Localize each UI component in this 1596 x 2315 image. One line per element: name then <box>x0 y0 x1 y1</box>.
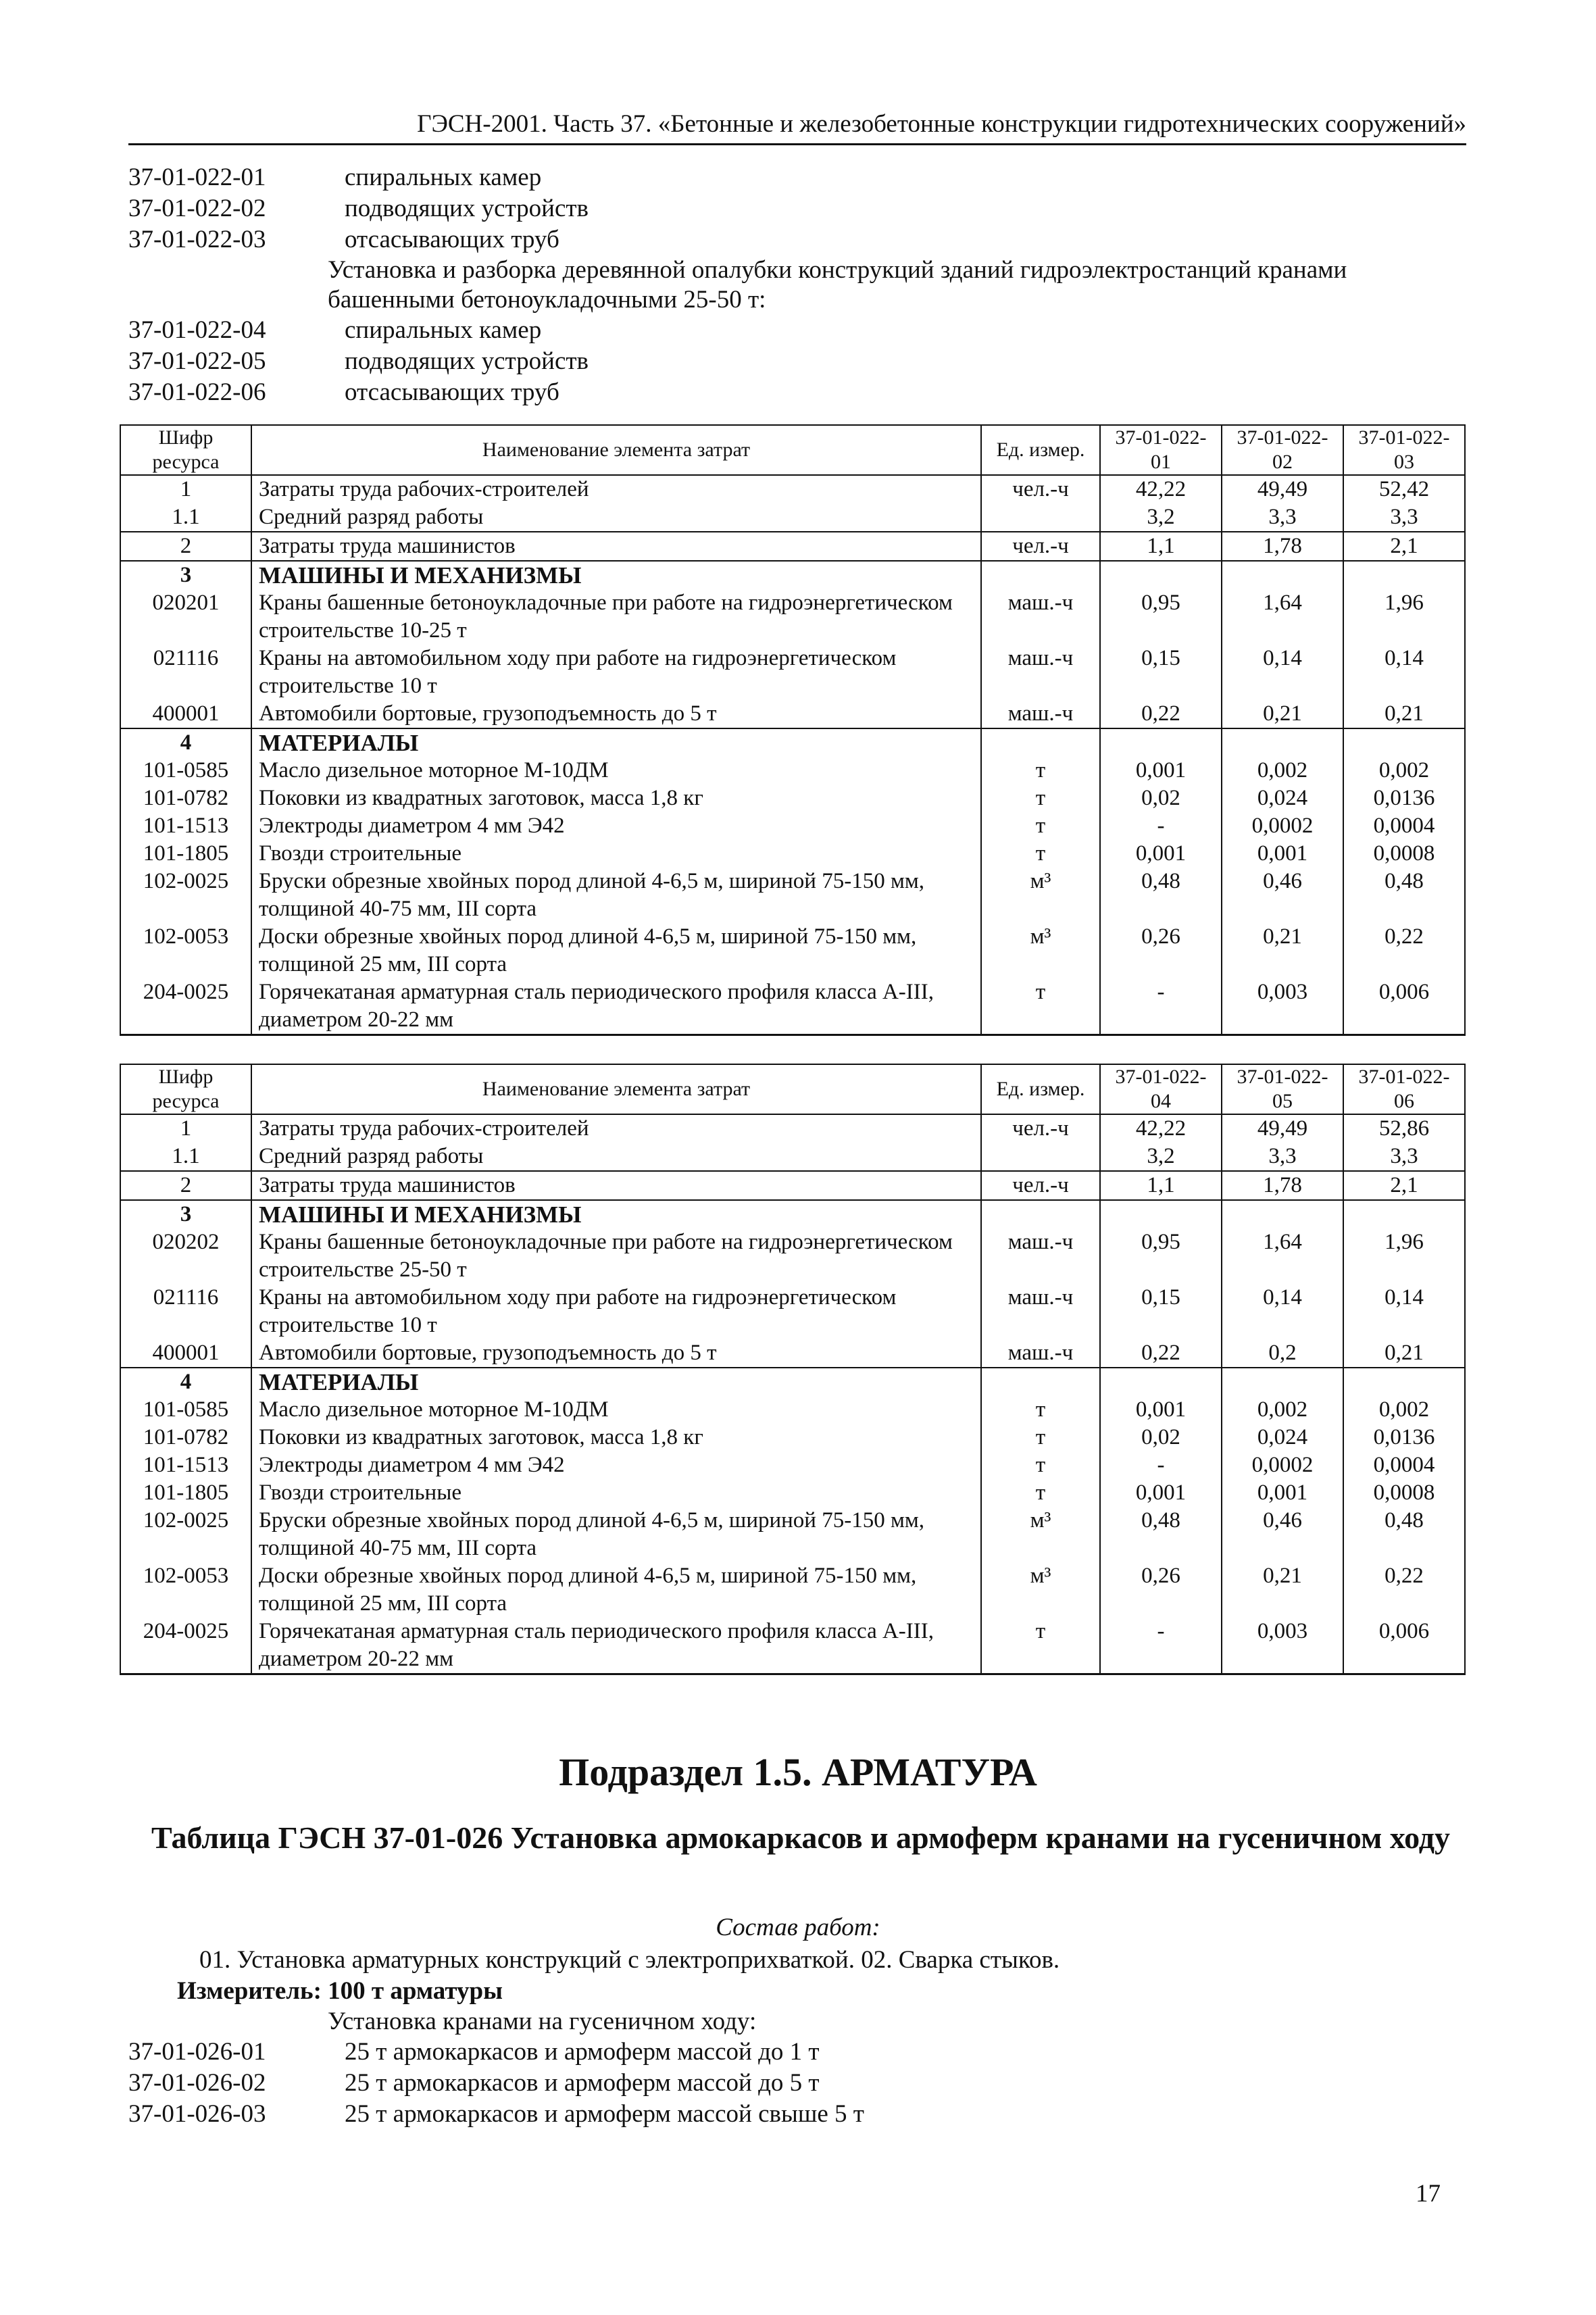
value-cell: 52,42 <box>1343 475 1465 503</box>
norm-text: 25 т армокаркасов и армоферм массой свыше 5 т <box>345 2100 864 2128</box>
value-cell: 0,02 <box>1100 1424 1222 1451</box>
code-line <box>128 346 1473 377</box>
value-cell: 0,0136 <box>1343 785 1465 812</box>
resource-table-2 <box>120 1064 1466 1675</box>
resource-name: Автомобили бортовые, грузоподъемность до 5 т <box>251 1339 981 1368</box>
resource-name: Краны башенные бетоноукладочные при работе на гидроэнергетическом строительстве 10-25 т <box>251 589 981 645</box>
resource-name: Гвозди строительные <box>251 1479 981 1507</box>
value-cell: 1,64 <box>1222 589 1343 645</box>
value-cell <box>1222 1200 1343 1228</box>
value-cell: 0,002 <box>1343 1396 1465 1424</box>
norm-code: 37-01-022-04 <box>128 316 266 344</box>
section-row <box>120 561 1465 589</box>
norm-code: 37-01-026-01 <box>128 2038 266 2066</box>
value-cell <box>1100 728 1222 757</box>
norm-text: спиральных камер <box>345 164 542 191</box>
norm-text: спиральных камер <box>345 316 542 344</box>
value-cell: 0,002 <box>1222 757 1343 785</box>
value-cell: 0,48 <box>1343 1507 1465 1562</box>
norm-code: 37-01-026-02 <box>128 2069 266 2097</box>
table-row <box>120 503 1465 532</box>
code-line <box>128 224 1473 255</box>
table-row <box>120 475 1465 503</box>
resource-code: 1 <box>120 1114 251 1143</box>
resource-name: Бруски обрезные хвойных пород длиной 4-6,5 м, шириной 75-150 мм, толщиной 40-75 мм, III сорта <box>251 1507 981 1562</box>
unit-cell: т <box>981 840 1100 868</box>
resource-name: Затраты труда рабочих-строителей <box>251 475 981 503</box>
unit-cell: м³ <box>981 1562 1100 1618</box>
value-cell <box>1222 1368 1343 1396</box>
unit-cell <box>981 1200 1100 1228</box>
value-cell: 0,001 <box>1100 1479 1222 1507</box>
norm-text: отсасывающих труб <box>345 226 559 253</box>
table-row <box>120 1618 1465 1674</box>
value-cell <box>1343 728 1465 757</box>
table-row <box>120 1507 1465 1562</box>
value-cell <box>1100 1368 1222 1396</box>
value-cell: 0,26 <box>1100 1562 1222 1618</box>
norm-code: 37-01-022-02 <box>128 195 266 222</box>
resource-name: Поковки из квадратных заготовок, масса 1,8 кг <box>251 1424 981 1451</box>
resource-code: 020202 <box>120 1228 251 1284</box>
unit-cell: т <box>981 1424 1100 1451</box>
value-cell: 0,003 <box>1222 1618 1343 1674</box>
resource-code: 4 <box>120 728 251 757</box>
section-title: МАТЕРИАЛЫ <box>251 1368 981 1396</box>
value-cell: 0,21 <box>1222 700 1343 728</box>
value-cell: 0,001 <box>1100 1396 1222 1424</box>
resource-code: 102-0025 <box>120 1507 251 1562</box>
value-cell: 0,14 <box>1222 1284 1343 1339</box>
resource-name: Горячекатаная арматурная сталь периодического профиля класса А-III, диаметром 20-22 мм <box>251 1618 981 1674</box>
value-cell: 0,001 <box>1100 757 1222 785</box>
code-line <box>128 193 1473 224</box>
code-line <box>128 2099 1473 2130</box>
header-unit: Ед. измер. <box>981 1064 1100 1114</box>
measure-unit: Измеритель: 100 т арматуры <box>177 1977 503 2005</box>
value-cell: 0,26 <box>1100 923 1222 978</box>
unit-cell <box>981 728 1100 757</box>
value-cell: 0,46 <box>1222 868 1343 923</box>
resource-name: Краны на автомобильном ходу при работе на гидроэнергетическом строительстве 10 т <box>251 1284 981 1339</box>
unit-cell: маш.-ч <box>981 700 1100 728</box>
section-title: МАШИНЫ И МЕХАНИЗМЫ <box>251 561 981 589</box>
value-cell: 0,006 <box>1343 1618 1465 1674</box>
unit-cell: маш.-ч <box>981 589 1100 645</box>
value-cell: 0,15 <box>1100 1284 1222 1339</box>
unit-cell: т <box>981 978 1100 1035</box>
value-cell: 0,22 <box>1100 1339 1222 1368</box>
resource-code: 1.1 <box>120 503 251 532</box>
resource-code: 1.1 <box>120 1143 251 1171</box>
value-cell: 0,0008 <box>1343 1479 1465 1507</box>
header-norm-code: 37-01-022-06 <box>1343 1064 1465 1114</box>
resource-code: 102-0053 <box>120 923 251 978</box>
resource-name: Краны башенные бетоноукладочные при работе на гидроэнергетическом строительстве 25-50 т <box>251 1228 981 1284</box>
value-cell: 0,0002 <box>1222 1451 1343 1479</box>
unit-cell: м³ <box>981 868 1100 923</box>
norm-text: подводящих устройств <box>345 347 589 375</box>
unit-cell: чел.-ч <box>981 1171 1100 1200</box>
value-cell: 0,001 <box>1222 840 1343 868</box>
table-row <box>120 1339 1465 1368</box>
resource-name: Гвозди строительные <box>251 840 981 868</box>
norm-codes-list <box>128 162 1473 408</box>
resource-code: 101-1805 <box>120 840 251 868</box>
unit-cell: чел.-ч <box>981 475 1100 503</box>
resource-code: 400001 <box>120 1339 251 1368</box>
value-cell: 1,78 <box>1222 1171 1343 1200</box>
resource-name: Затраты труда машинистов <box>251 1171 981 1200</box>
section-title: МАТЕРИАЛЫ <box>251 728 981 757</box>
resource-code: 101-0782 <box>120 1424 251 1451</box>
code-line <box>128 315 1473 346</box>
unit-cell <box>981 1143 1100 1171</box>
value-cell: 0,22 <box>1343 1562 1465 1618</box>
unit-cell: т <box>981 1479 1100 1507</box>
value-cell: 49,49 <box>1222 1114 1343 1143</box>
value-cell: - <box>1100 1451 1222 1479</box>
table-row <box>120 1562 1465 1618</box>
value-cell: 0,002 <box>1343 757 1465 785</box>
value-cell: 0,02 <box>1100 785 1222 812</box>
table-row <box>120 1396 1465 1424</box>
value-cell: 1,1 <box>1100 1171 1222 1200</box>
unit-cell: т <box>981 812 1100 840</box>
value-cell: 0,2 <box>1222 1339 1343 1368</box>
section-row <box>120 1368 1465 1396</box>
unit-cell: маш.-ч <box>981 1228 1100 1284</box>
value-cell: 0,15 <box>1100 645 1222 700</box>
unit-cell <box>981 503 1100 532</box>
table-row <box>120 868 1465 923</box>
norm-codes-list-2 <box>128 2007 1473 2130</box>
table-row <box>120 1114 1465 1143</box>
value-cell: 52,86 <box>1343 1114 1465 1143</box>
resource-code: 3 <box>120 1200 251 1228</box>
norm-text: отсасывающих труб <box>345 378 559 406</box>
resource-code: 204-0025 <box>120 978 251 1035</box>
value-cell: 0,001 <box>1100 840 1222 868</box>
value-cell: 0,002 <box>1222 1396 1343 1424</box>
unit-cell: т <box>981 1618 1100 1674</box>
value-cell: - <box>1100 812 1222 840</box>
header-norm-code: 37-01-022-04 <box>1100 1064 1222 1114</box>
value-cell <box>1100 561 1222 589</box>
table-row <box>120 1424 1465 1451</box>
resource-name: Бруски обрезные хвойных пород длиной 4-6,5 м, шириной 75-150 мм, толщиной 40-75 мм, III сорта <box>251 868 981 923</box>
value-cell: 0,0004 <box>1343 812 1465 840</box>
table-row <box>120 1228 1465 1284</box>
resource-name: Автомобили бортовые, грузоподъемность до 5 т <box>251 700 981 728</box>
value-cell <box>1343 1200 1465 1228</box>
value-cell: 1,96 <box>1343 1228 1465 1284</box>
resource-code: 102-0025 <box>120 868 251 923</box>
value-cell: 3,3 <box>1343 503 1465 532</box>
resource-name: Электроды диаметром 4 мм Э42 <box>251 812 981 840</box>
table-row <box>120 785 1465 812</box>
header-name: Наименование элемента затрат <box>251 425 981 475</box>
subsection-title: Подраздел 1.5. АРМАТУРА <box>559 1750 1037 1794</box>
resource-name: Средний разряд работы <box>251 503 981 532</box>
header-norm-code: 37-01-022-03 <box>1343 425 1465 475</box>
resource-code: 204-0025 <box>120 1618 251 1674</box>
resource-code: 101-0585 <box>120 757 251 785</box>
resource-code: 021116 <box>120 1284 251 1339</box>
table-row <box>120 757 1465 785</box>
value-cell: 3,2 <box>1100 503 1222 532</box>
table-row <box>120 645 1465 700</box>
value-cell: 49,49 <box>1222 475 1343 503</box>
resource-code: 400001 <box>120 700 251 728</box>
norm-text: подводящих устройств <box>345 195 589 222</box>
table-row <box>120 978 1465 1035</box>
value-cell: 0,0002 <box>1222 812 1343 840</box>
unit-cell <box>981 1368 1100 1396</box>
resource-code: 102-0053 <box>120 1562 251 1618</box>
resource-code: 4 <box>120 1368 251 1396</box>
value-cell: 0,48 <box>1343 868 1465 923</box>
resource-name: Доски обрезные хвойных пород длиной 4-6,5 м, шириной 75-150 мм, толщиной 25 мм, III сорта <box>251 1562 981 1618</box>
unit-cell: т <box>981 1451 1100 1479</box>
value-cell: - <box>1100 978 1222 1035</box>
header-code: Шифр ресурса <box>120 1064 251 1114</box>
value-cell: 42,22 <box>1100 1114 1222 1143</box>
header-norm-code: 37-01-022-05 <box>1222 1064 1343 1114</box>
value-cell: 0,024 <box>1222 785 1343 812</box>
table-row <box>120 532 1465 561</box>
header-unit: Ед. измер. <box>981 425 1100 475</box>
norm-code: 37-01-022-03 <box>128 226 266 253</box>
value-cell: 0,21 <box>1222 1562 1343 1618</box>
value-cell: 1,1 <box>1100 532 1222 561</box>
table-row <box>120 1143 1465 1171</box>
value-cell: 2,1 <box>1343 1171 1465 1200</box>
table-title: Таблица ГЭСН 37-01-026 Установка армокаркасов и армоферм кранами на гусеничном ходу <box>151 1820 1451 1855</box>
unit-cell: маш.-ч <box>981 645 1100 700</box>
value-cell <box>1343 561 1465 589</box>
value-cell: 0,0136 <box>1343 1424 1465 1451</box>
value-cell: 0,48 <box>1100 868 1222 923</box>
resource-name: Электроды диаметром 4 мм Э42 <box>251 1451 981 1479</box>
resource-code: 101-0782 <box>120 785 251 812</box>
value-cell: 1,96 <box>1343 589 1465 645</box>
resource-name: Средний разряд работы <box>251 1143 981 1171</box>
table-row <box>120 1479 1465 1507</box>
resource-name: Поковки из квадратных заготовок, масса 1,8 кг <box>251 785 981 812</box>
table-row <box>120 1284 1465 1339</box>
value-cell: 3,3 <box>1343 1143 1465 1171</box>
resource-name: Доски обрезные хвойных пород длиной 4-6,5 м, шириной 75-150 мм, толщиной 25 мм, III сорта <box>251 923 981 978</box>
norm-text: 25 т армокаркасов и армоферм массой до 1 т <box>345 2038 820 2066</box>
unit-cell: т <box>981 785 1100 812</box>
value-cell: 2,1 <box>1343 532 1465 561</box>
unit-cell: маш.-ч <box>981 1284 1100 1339</box>
value-cell: 0,21 <box>1343 1339 1465 1368</box>
code-line <box>128 2068 1473 2099</box>
resource-code: 101-1513 <box>120 812 251 840</box>
resource-code: 2 <box>120 1171 251 1200</box>
value-cell: 1,64 <box>1222 1228 1343 1284</box>
value-cell <box>1343 1368 1465 1396</box>
value-cell: 0,14 <box>1343 645 1465 700</box>
resource-name: Затраты труда рабочих-строителей <box>251 1114 981 1143</box>
resource-code: 101-1805 <box>120 1479 251 1507</box>
unit-cell: т <box>981 1396 1100 1424</box>
work-composition: 01. Установка арматурных конструкций с электроприхваткой. 02. Сварка стыков. <box>199 1946 1060 1974</box>
norm-code: 37-01-022-06 <box>128 378 266 406</box>
resource-code: 021116 <box>120 645 251 700</box>
value-cell: 0,0008 <box>1343 840 1465 868</box>
header-norm-code: 37-01-022-02 <box>1222 425 1343 475</box>
resource-name: Масло дизельное моторное М-10ДМ <box>251 1396 981 1424</box>
section-row <box>120 728 1465 757</box>
value-cell: 0,95 <box>1100 589 1222 645</box>
value-cell <box>1222 728 1343 757</box>
value-cell: 0,001 <box>1222 1479 1343 1507</box>
resource-name: Масло дизельное моторное М-10ДМ <box>251 757 981 785</box>
value-cell: 3,3 <box>1222 1143 1343 1171</box>
value-cell: 0,22 <box>1343 923 1465 978</box>
value-cell: 0,21 <box>1222 923 1343 978</box>
value-cell: 0,46 <box>1222 1507 1343 1562</box>
resource-name: Горячекатаная арматурная сталь периодического профиля класса А-III, диаметром 20-22 мм <box>251 978 981 1035</box>
value-cell: 42,22 <box>1100 475 1222 503</box>
resource-code: 3 <box>120 561 251 589</box>
table-row <box>120 923 1465 978</box>
norm-code: 37-01-022-05 <box>128 347 266 375</box>
unit-cell: чел.-ч <box>981 532 1100 561</box>
value-cell: 0,006 <box>1343 978 1465 1035</box>
section-row <box>120 1200 1465 1228</box>
value-cell: 0,003 <box>1222 978 1343 1035</box>
value-cell: 0,95 <box>1100 1228 1222 1284</box>
value-cell: 0,21 <box>1343 700 1465 728</box>
resource-code: 101-1513 <box>120 1451 251 1479</box>
table-header-row <box>120 1064 1465 1114</box>
unit-cell: чел.-ч <box>981 1114 1100 1143</box>
table-row <box>120 1451 1465 1479</box>
page-number: 17 <box>1416 2180 1441 2208</box>
unit-cell: т <box>981 757 1100 785</box>
value-cell <box>1222 561 1343 589</box>
norm-group-heading: Установка кранами на гусеничном ходу: <box>328 2008 757 2035</box>
resource-code: 1 <box>120 475 251 503</box>
resource-name: Краны на автомобильном ходу при работе на гидроэнергетическом строительстве 10 т <box>251 645 981 700</box>
resource-code: 101-0585 <box>120 1396 251 1424</box>
table-row <box>120 1171 1465 1200</box>
table-header-row <box>120 425 1465 475</box>
resource-table-1 <box>120 424 1466 1036</box>
value-cell: 0,14 <box>1343 1284 1465 1339</box>
table-row <box>120 840 1465 868</box>
work-composition-label: Состав работ: <box>716 1914 880 1941</box>
value-cell: 0,14 <box>1222 645 1343 700</box>
value-cell: 1,78 <box>1222 532 1343 561</box>
unit-cell: маш.-ч <box>981 1339 1100 1368</box>
table-row <box>120 700 1465 728</box>
resource-code: 020201 <box>120 589 251 645</box>
value-cell: - <box>1100 1618 1222 1674</box>
code-line <box>128 162 1473 193</box>
value-cell: 0,0004 <box>1343 1451 1465 1479</box>
unit-cell: м³ <box>981 923 1100 978</box>
running-header: ГЭСН-2001. Часть 37. «Бетонные и железобетонные конструкции гидротехнических сооружений» <box>128 107 1466 145</box>
value-cell: 3,3 <box>1222 503 1343 532</box>
header-norm-code: 37-01-022-01 <box>1100 425 1222 475</box>
table-row <box>120 589 1465 645</box>
resource-code: 2 <box>120 532 251 561</box>
norm-code: 37-01-022-01 <box>128 164 266 191</box>
code-line <box>128 377 1473 408</box>
unit-cell: м³ <box>981 1507 1100 1562</box>
norm-code: 37-01-026-03 <box>128 2100 266 2128</box>
header-name: Наименование элемента затрат <box>251 1064 981 1114</box>
norm-group-heading: Установка и разборка деревянной опалубки конструкций зданий гидроэлектростанций кранами башенными бетоноукладочными 25-50 т: <box>328 256 1347 314</box>
value-cell <box>1100 1200 1222 1228</box>
norm-text: 25 т армокаркасов и армоферм массой до 5 т <box>345 2069 820 2097</box>
section-title: МАШИНЫ И МЕХАНИЗМЫ <box>251 1200 981 1228</box>
code-line <box>128 2037 1473 2068</box>
value-cell: 0,48 <box>1100 1507 1222 1562</box>
value-cell: 3,2 <box>1100 1143 1222 1171</box>
header-code: Шифр ресурса <box>120 425 251 475</box>
value-cell: 0,22 <box>1100 700 1222 728</box>
table-row <box>120 812 1465 840</box>
resource-name: Затраты труда машинистов <box>251 532 981 561</box>
unit-cell <box>981 561 1100 589</box>
value-cell: 0,024 <box>1222 1424 1343 1451</box>
